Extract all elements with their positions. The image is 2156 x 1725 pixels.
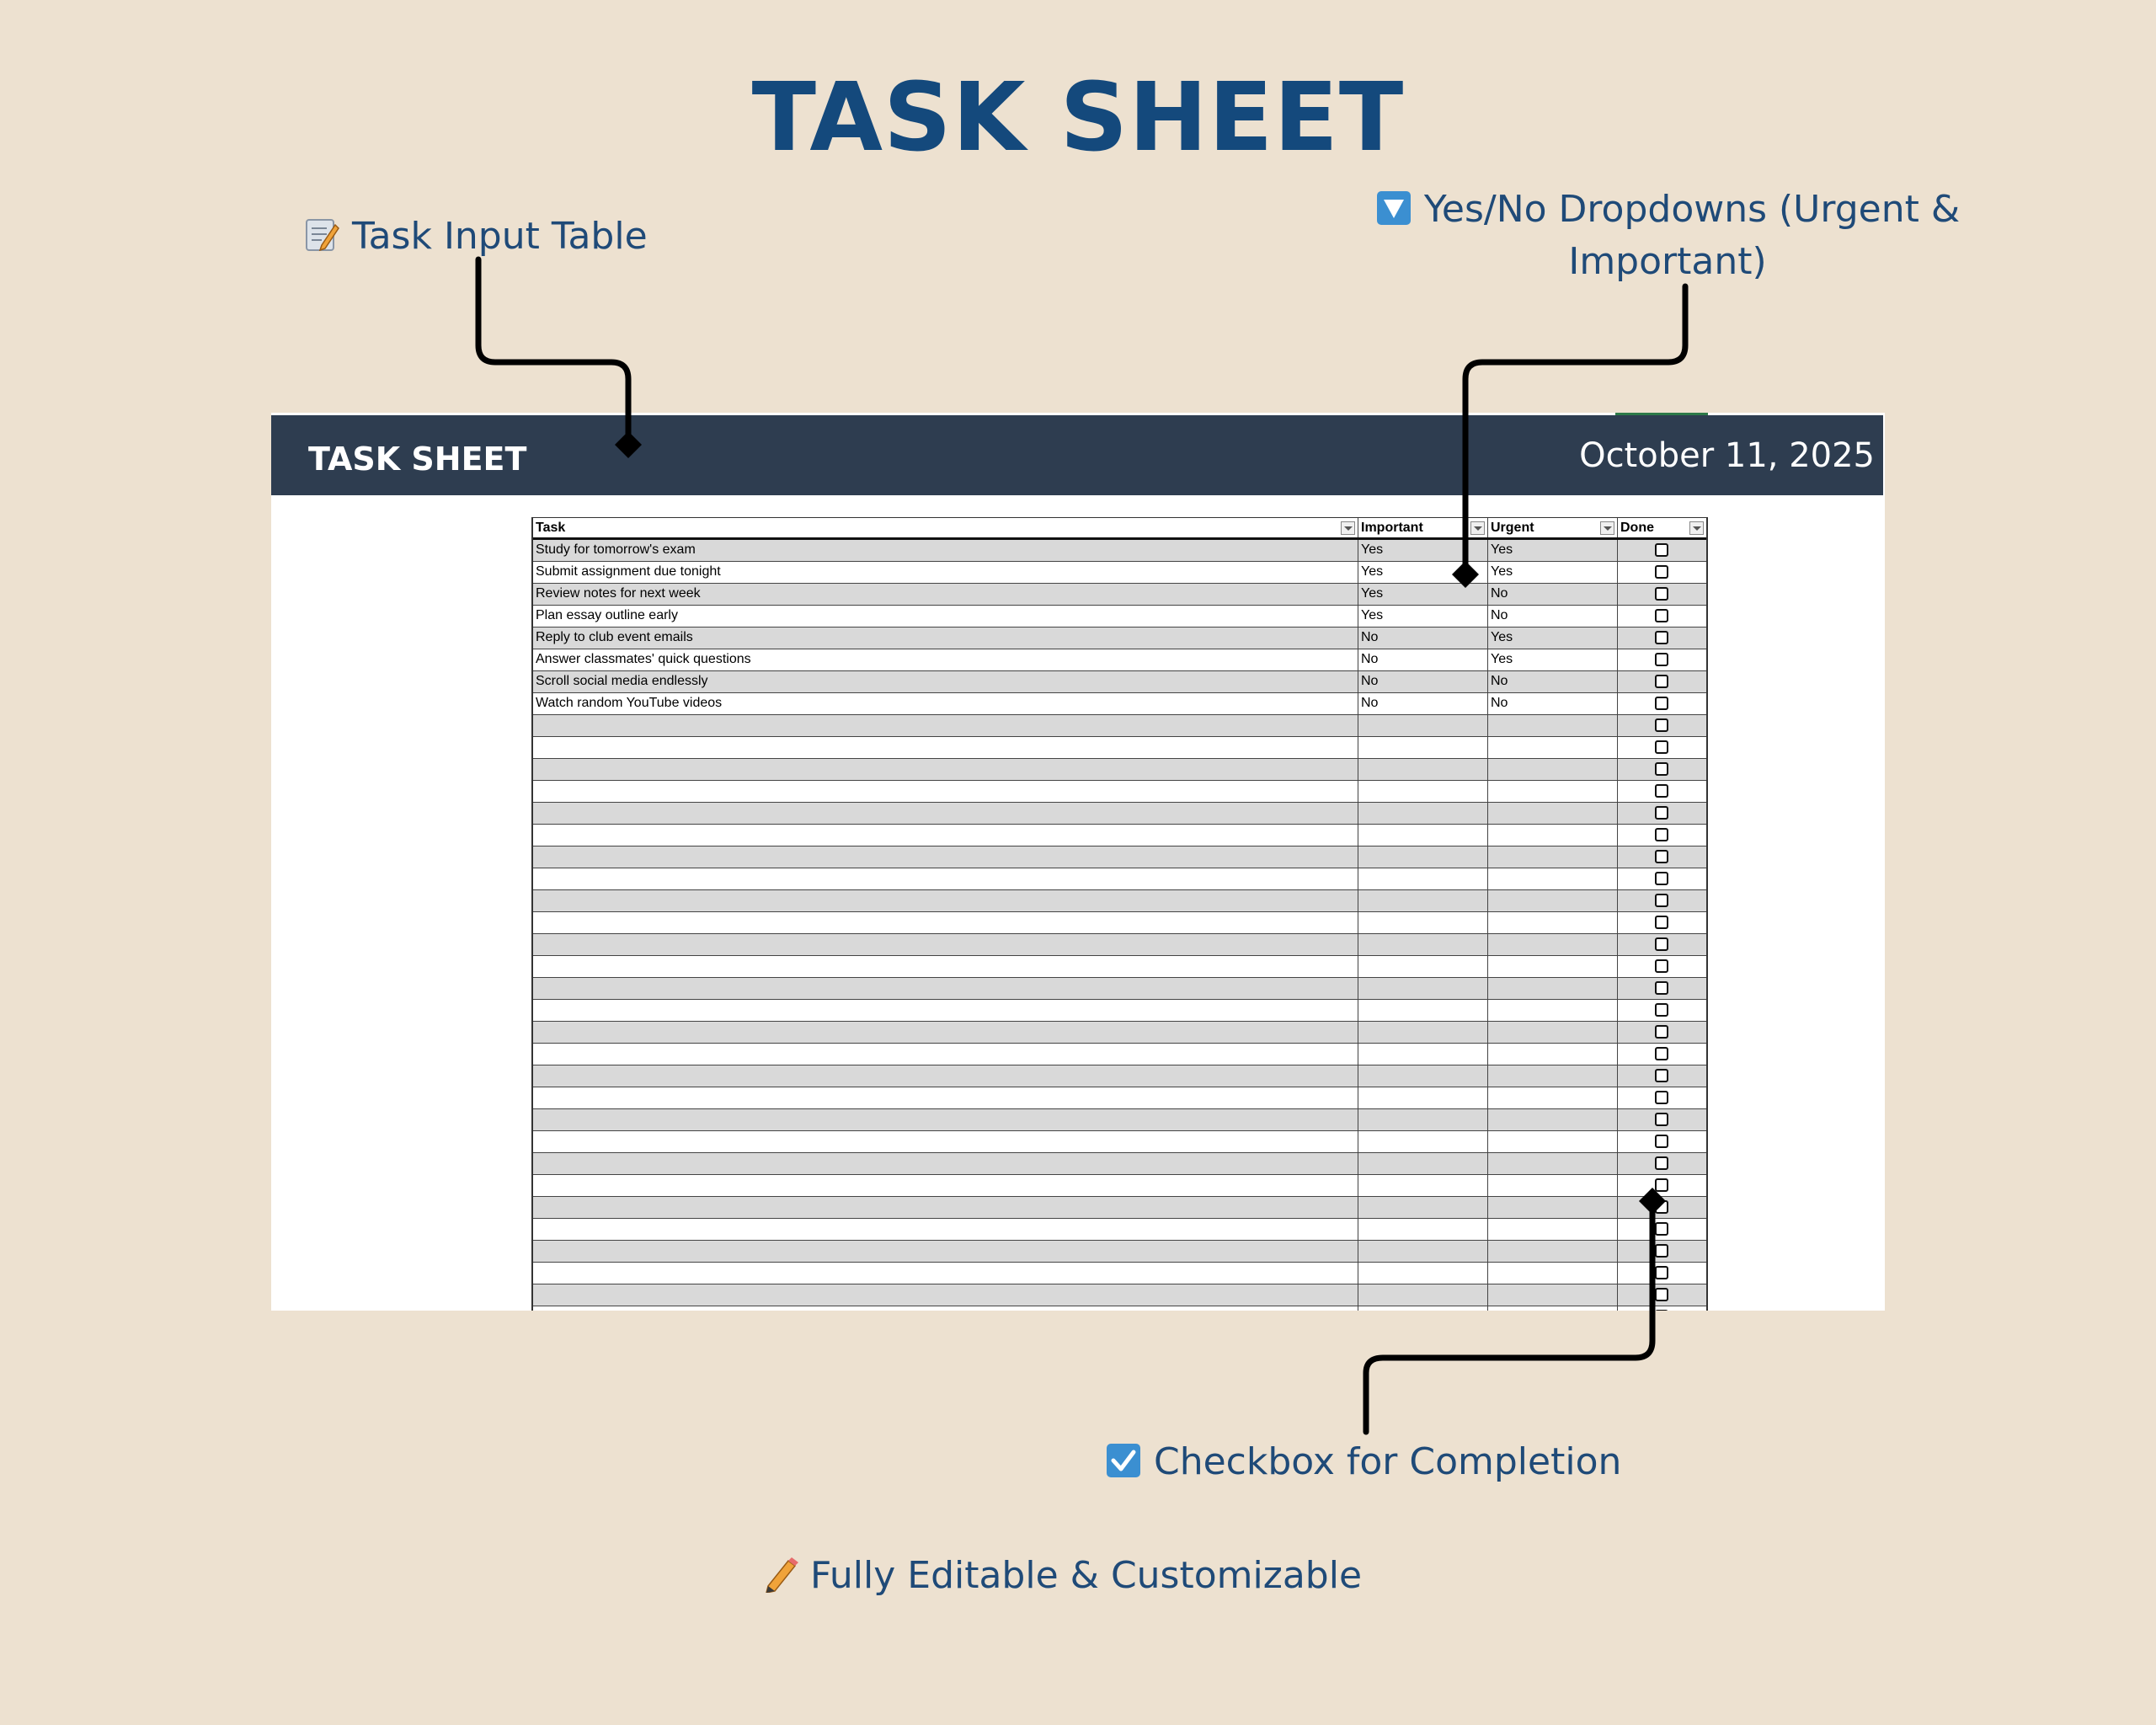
urgent-dropdown-cell[interactable]: No xyxy=(1488,606,1618,627)
done-checkbox[interactable] xyxy=(1655,1091,1668,1104)
important-dropdown-cell[interactable] xyxy=(1358,759,1488,780)
urgent-dropdown-cell[interactable]: No xyxy=(1488,693,1618,714)
table-row xyxy=(533,1219,1706,1241)
done-cell xyxy=(1618,1000,1706,1021)
done-cell xyxy=(1618,934,1706,955)
done-checkbox[interactable] xyxy=(1655,1310,1668,1311)
important-dropdown-cell[interactable] xyxy=(1358,1000,1488,1021)
sheet-header-bar xyxy=(271,415,1883,495)
table-row xyxy=(533,825,1706,846)
done-cell xyxy=(1618,956,1706,977)
done-checkbox[interactable] xyxy=(1655,718,1668,732)
task-cell[interactable]: Review notes for next week xyxy=(533,584,1358,605)
done-checkbox[interactable] xyxy=(1655,609,1668,622)
task-cell[interactable]: Scroll social media endlessly xyxy=(533,671,1358,692)
filter-dropdown-button[interactable] xyxy=(1600,521,1614,535)
done-checkbox[interactable] xyxy=(1655,784,1668,798)
callout-task-input-table xyxy=(303,211,648,263)
done-checkbox[interactable] xyxy=(1655,543,1668,557)
task-cell[interactable] xyxy=(533,934,1358,955)
done-cell xyxy=(1618,606,1706,627)
done-checkbox[interactable] xyxy=(1655,1003,1668,1017)
done-checkbox[interactable] xyxy=(1655,916,1668,929)
table-row xyxy=(533,846,1706,868)
urgent-dropdown-cell[interactable] xyxy=(1488,1044,1618,1065)
task-cell[interactable] xyxy=(533,1219,1358,1240)
task-cell[interactable] xyxy=(533,1087,1358,1108)
table-row xyxy=(533,584,1706,606)
task-cell[interactable] xyxy=(533,1153,1358,1174)
important-dropdown-cell[interactable] xyxy=(1358,1306,1488,1311)
table-row xyxy=(533,803,1706,825)
task-cell[interactable] xyxy=(533,803,1358,824)
done-checkbox[interactable] xyxy=(1655,697,1668,710)
important-dropdown-cell[interactable] xyxy=(1358,1109,1488,1130)
table-row xyxy=(533,1241,1706,1263)
urgent-dropdown-cell[interactable] xyxy=(1488,956,1618,977)
table-row xyxy=(533,1153,1706,1175)
column-header-important: Important xyxy=(1358,518,1488,537)
task-cell[interactable] xyxy=(533,956,1358,977)
table-row xyxy=(533,1175,1706,1197)
important-dropdown-cell[interactable] xyxy=(1358,1022,1488,1043)
important-dropdown-cell[interactable] xyxy=(1358,1241,1488,1262)
urgent-dropdown-cell[interactable] xyxy=(1488,1263,1618,1284)
task-cell[interactable] xyxy=(533,1284,1358,1306)
urgent-dropdown-cell[interactable]: Yes xyxy=(1488,562,1618,583)
important-dropdown-cell[interactable] xyxy=(1358,1284,1488,1306)
task-cell[interactable] xyxy=(533,1000,1358,1021)
done-checkbox[interactable] xyxy=(1655,762,1668,776)
urgent-dropdown-cell[interactable] xyxy=(1488,912,1618,933)
important-dropdown-cell[interactable] xyxy=(1358,1131,1488,1152)
task-cell[interactable]: Plan essay outline early xyxy=(533,606,1358,627)
memo-icon xyxy=(303,216,340,254)
task-cell[interactable] xyxy=(533,912,1358,933)
task-cell[interactable] xyxy=(533,846,1358,868)
important-dropdown-cell[interactable] xyxy=(1358,1153,1488,1174)
urgent-dropdown-cell[interactable] xyxy=(1488,846,1618,868)
callout-label: Checkbox for Completion xyxy=(1154,1440,1622,1483)
task-cell[interactable] xyxy=(533,781,1358,802)
task-cell[interactable]: Watch random YouTube videos xyxy=(533,693,1358,714)
done-checkbox[interactable] xyxy=(1655,631,1668,644)
urgent-dropdown-cell[interactable]: Yes xyxy=(1488,649,1618,670)
task-cell[interactable] xyxy=(533,978,1358,999)
done-cell xyxy=(1618,912,1706,933)
urgent-dropdown-cell[interactable] xyxy=(1488,1109,1618,1130)
done-cell xyxy=(1618,825,1706,846)
urgent-dropdown-cell[interactable] xyxy=(1488,1175,1618,1196)
table-row xyxy=(533,1263,1706,1284)
done-checkbox[interactable] xyxy=(1655,1288,1668,1301)
table-row xyxy=(533,562,1706,584)
important-dropdown-cell[interactable] xyxy=(1358,1087,1488,1108)
table-row xyxy=(533,978,1706,1000)
table-row xyxy=(533,1109,1706,1131)
urgent-dropdown-cell[interactable] xyxy=(1488,1131,1618,1152)
important-dropdown-cell[interactable] xyxy=(1358,737,1488,758)
important-dropdown-cell[interactable]: No xyxy=(1358,671,1488,692)
task-cell[interactable] xyxy=(533,890,1358,911)
column-header-done: Done xyxy=(1618,518,1706,537)
done-cell xyxy=(1618,978,1706,999)
task-table xyxy=(531,517,1708,1311)
done-checkbox[interactable] xyxy=(1655,1156,1668,1170)
done-cell xyxy=(1618,1153,1706,1174)
table-row xyxy=(533,715,1706,737)
done-checkbox[interactable] xyxy=(1655,850,1668,863)
task-cell[interactable] xyxy=(533,1044,1358,1065)
urgent-dropdown-cell[interactable] xyxy=(1488,1022,1618,1043)
table-row xyxy=(533,1131,1706,1153)
done-checkbox[interactable] xyxy=(1655,1266,1668,1279)
done-checkbox[interactable] xyxy=(1655,1222,1668,1236)
task-cell[interactable] xyxy=(533,1241,1358,1262)
table-row xyxy=(533,759,1706,781)
table-row xyxy=(533,540,1706,562)
urgent-dropdown-cell[interactable] xyxy=(1488,781,1618,802)
table-row xyxy=(533,1044,1706,1065)
urgent-dropdown-cell[interactable] xyxy=(1488,825,1618,846)
urgent-dropdown-cell[interactable]: No xyxy=(1488,671,1618,692)
done-cell xyxy=(1618,781,1706,802)
table-row xyxy=(533,890,1706,912)
important-dropdown-cell[interactable] xyxy=(1358,890,1488,911)
urgent-dropdown-cell[interactable] xyxy=(1488,1153,1618,1174)
done-cell xyxy=(1618,803,1706,824)
done-checkbox[interactable] xyxy=(1655,1178,1668,1192)
important-dropdown-cell[interactable] xyxy=(1358,803,1488,824)
check-box-icon xyxy=(1105,1442,1142,1479)
task-cell[interactable] xyxy=(533,868,1358,889)
sheet-date: October 11, 2025 xyxy=(1579,436,1875,475)
done-checkbox[interactable] xyxy=(1655,565,1668,579)
table-row xyxy=(533,1306,1706,1311)
done-cell xyxy=(1618,649,1706,670)
done-cell xyxy=(1618,540,1706,561)
urgent-dropdown-cell[interactable] xyxy=(1488,978,1618,999)
important-dropdown-cell[interactable]: Yes xyxy=(1358,540,1488,561)
urgent-dropdown-cell[interactable] xyxy=(1488,803,1618,824)
table-row xyxy=(533,1197,1706,1219)
table-row xyxy=(533,606,1706,628)
important-dropdown-cell[interactable] xyxy=(1358,934,1488,955)
table-row xyxy=(533,1022,1706,1044)
task-cell[interactable] xyxy=(533,1175,1358,1196)
done-cell xyxy=(1618,1219,1706,1240)
spreadsheet-preview xyxy=(271,413,1885,1311)
important-dropdown-cell[interactable]: No xyxy=(1358,628,1488,649)
urgent-dropdown-cell[interactable] xyxy=(1488,1000,1618,1021)
important-dropdown-cell[interactable]: No xyxy=(1358,693,1488,714)
urgent-dropdown-cell[interactable] xyxy=(1488,715,1618,736)
done-checkbox[interactable] xyxy=(1655,937,1668,951)
important-dropdown-cell[interactable] xyxy=(1358,825,1488,846)
done-checkbox[interactable] xyxy=(1655,740,1668,754)
task-cell[interactable] xyxy=(533,715,1358,736)
done-checkbox[interactable] xyxy=(1655,1025,1668,1039)
table-row xyxy=(533,737,1706,759)
done-cell xyxy=(1618,1263,1706,1284)
table-row xyxy=(533,1065,1706,1087)
task-cell[interactable] xyxy=(533,1109,1358,1130)
callout-label: Fully Editable & Customizable xyxy=(810,1554,1363,1597)
done-cell xyxy=(1618,562,1706,583)
done-cell xyxy=(1618,1087,1706,1108)
done-checkbox[interactable] xyxy=(1655,1047,1668,1060)
callout-label: Task Input Table xyxy=(352,215,648,258)
important-dropdown-cell[interactable] xyxy=(1358,1219,1488,1240)
table-row xyxy=(533,934,1706,956)
important-dropdown-cell[interactable]: Yes xyxy=(1358,606,1488,627)
filter-dropdown-button[interactable] xyxy=(1341,521,1355,535)
task-cell[interactable] xyxy=(533,1306,1358,1311)
done-cell xyxy=(1618,584,1706,605)
urgent-dropdown-cell[interactable]: Yes xyxy=(1488,628,1618,649)
done-cell xyxy=(1618,1131,1706,1152)
done-checkbox[interactable] xyxy=(1655,653,1668,666)
table-row xyxy=(533,671,1706,693)
done-checkbox[interactable] xyxy=(1655,1113,1668,1126)
done-cell xyxy=(1618,868,1706,889)
important-dropdown-cell[interactable] xyxy=(1358,978,1488,999)
table-row xyxy=(533,956,1706,978)
done-cell xyxy=(1618,1241,1706,1262)
done-cell xyxy=(1618,1065,1706,1087)
important-dropdown-cell[interactable] xyxy=(1358,846,1488,868)
done-cell xyxy=(1618,1284,1706,1306)
table-row xyxy=(533,649,1706,671)
urgent-dropdown-cell[interactable]: No xyxy=(1488,584,1618,605)
important-dropdown-cell[interactable]: Yes xyxy=(1358,584,1488,605)
task-cell[interactable] xyxy=(533,1263,1358,1284)
callout-editable xyxy=(761,1550,1362,1602)
done-checkbox[interactable] xyxy=(1655,828,1668,841)
table-row xyxy=(533,1087,1706,1109)
table-row xyxy=(533,693,1706,715)
urgent-dropdown-cell[interactable] xyxy=(1488,1219,1618,1240)
task-cell[interactable] xyxy=(533,825,1358,846)
task-cell[interactable] xyxy=(533,1131,1358,1152)
done-checkbox[interactable] xyxy=(1655,1244,1668,1258)
done-checkbox[interactable] xyxy=(1655,981,1668,995)
urgent-dropdown-cell[interactable] xyxy=(1488,1306,1618,1311)
urgent-dropdown-cell[interactable] xyxy=(1488,1197,1618,1218)
important-dropdown-cell[interactable]: No xyxy=(1358,649,1488,670)
done-cell xyxy=(1618,1175,1706,1196)
urgent-dropdown-cell[interactable] xyxy=(1488,737,1618,758)
task-cell[interactable]: Answer classmates' quick questions xyxy=(533,649,1358,670)
table-row xyxy=(533,628,1706,649)
callout-checkbox xyxy=(1105,1436,1621,1488)
sheet-title: TASK SHEET xyxy=(308,441,527,478)
urgent-dropdown-cell[interactable] xyxy=(1488,1241,1618,1262)
done-checkbox[interactable] xyxy=(1655,806,1668,820)
done-cell xyxy=(1618,1044,1706,1065)
task-cell[interactable] xyxy=(533,759,1358,780)
done-cell xyxy=(1618,628,1706,649)
important-dropdown-cell[interactable] xyxy=(1358,868,1488,889)
important-dropdown-cell[interactable]: Yes xyxy=(1358,562,1488,583)
callout-label-line2: Important) xyxy=(1568,240,1767,283)
filter-dropdown-button[interactable] xyxy=(1689,521,1704,535)
table-header-row xyxy=(533,518,1706,540)
important-dropdown-cell[interactable] xyxy=(1358,912,1488,933)
important-dropdown-cell[interactable] xyxy=(1358,1065,1488,1087)
important-dropdown-cell[interactable] xyxy=(1358,1044,1488,1065)
table-row xyxy=(533,1000,1706,1022)
urgent-dropdown-cell[interactable] xyxy=(1488,890,1618,911)
callout-dropdowns xyxy=(1373,184,1962,288)
done-checkbox[interactable] xyxy=(1655,872,1668,885)
done-cell xyxy=(1618,1197,1706,1218)
table-row xyxy=(533,868,1706,890)
important-dropdown-cell[interactable] xyxy=(1358,956,1488,977)
callout-label-line1: Yes/No Dropdowns (Urgent & xyxy=(1423,188,1961,231)
filter-dropdown-button[interactable] xyxy=(1470,521,1485,535)
urgent-dropdown-cell[interactable] xyxy=(1488,759,1618,780)
task-cell[interactable] xyxy=(533,1197,1358,1218)
task-cell[interactable]: Reply to club event emails xyxy=(533,628,1358,649)
done-cell xyxy=(1618,846,1706,868)
task-cell[interactable] xyxy=(533,1022,1358,1043)
done-checkbox[interactable] xyxy=(1655,1135,1668,1148)
done-cell xyxy=(1618,737,1706,758)
done-checkbox[interactable] xyxy=(1655,1200,1668,1214)
column-header-urgent: Urgent xyxy=(1488,518,1618,537)
column-header-task: Task xyxy=(533,518,1358,537)
important-dropdown-cell[interactable] xyxy=(1358,715,1488,736)
done-checkbox[interactable] xyxy=(1655,675,1668,688)
important-dropdown-cell[interactable] xyxy=(1358,781,1488,802)
done-cell xyxy=(1618,1022,1706,1043)
table-row xyxy=(533,781,1706,803)
urgent-dropdown-cell[interactable] xyxy=(1488,1087,1618,1108)
done-checkbox[interactable] xyxy=(1655,959,1668,973)
table-row xyxy=(533,1284,1706,1306)
done-checkbox[interactable] xyxy=(1655,894,1668,907)
urgent-dropdown-cell[interactable] xyxy=(1488,934,1618,955)
done-cell xyxy=(1618,715,1706,736)
pencil-icon xyxy=(761,1556,798,1593)
page-title: TASK SHEET xyxy=(751,63,1405,173)
done-cell xyxy=(1618,693,1706,714)
task-cell[interactable]: Submit assignment due tonight xyxy=(533,562,1358,583)
urgent-dropdown-cell[interactable] xyxy=(1488,868,1618,889)
done-cell xyxy=(1618,671,1706,692)
done-cell xyxy=(1618,890,1706,911)
down-arrow-button-icon xyxy=(1375,190,1412,227)
done-cell xyxy=(1618,1306,1706,1311)
important-dropdown-cell[interactable] xyxy=(1358,1175,1488,1196)
task-cell[interactable] xyxy=(533,737,1358,758)
urgent-dropdown-cell[interactable] xyxy=(1488,1284,1618,1306)
table-row xyxy=(533,912,1706,934)
task-cell[interactable] xyxy=(533,1065,1358,1087)
important-dropdown-cell[interactable] xyxy=(1358,1263,1488,1284)
urgent-dropdown-cell[interactable] xyxy=(1488,1065,1618,1087)
done-cell xyxy=(1618,1109,1706,1130)
done-checkbox[interactable] xyxy=(1655,1069,1668,1082)
done-checkbox[interactable] xyxy=(1655,587,1668,601)
done-cell xyxy=(1618,759,1706,780)
task-cell[interactable]: Study for tomorrow's exam xyxy=(533,540,1358,561)
urgent-dropdown-cell[interactable]: Yes xyxy=(1488,540,1618,561)
important-dropdown-cell[interactable] xyxy=(1358,1197,1488,1218)
